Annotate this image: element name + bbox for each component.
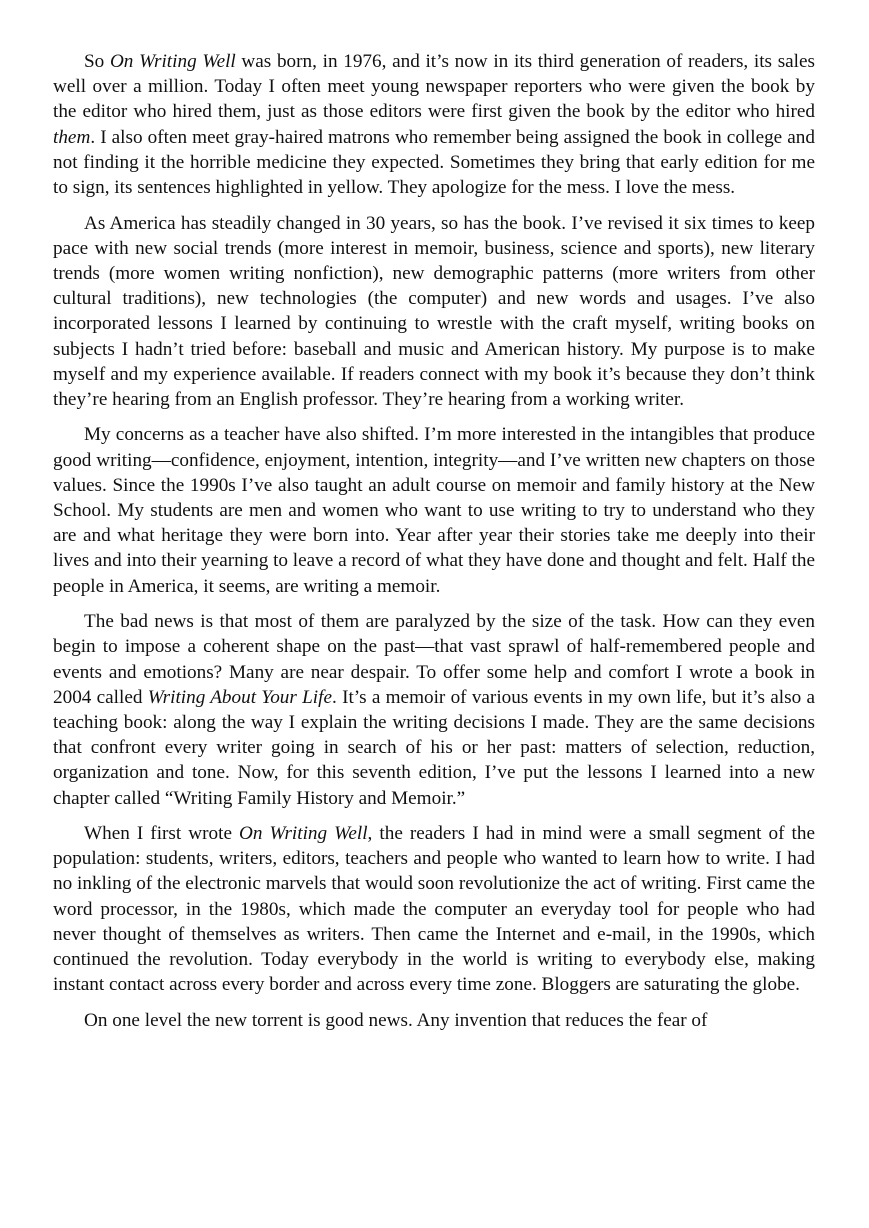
paragraph xyxy=(53,49,815,200)
text-run: was born, in 1976, and it’s now in its third generation of readers, its sales well over a million. Today I often meet young newspaper reporters who were given the book by the editor who hired them, just as those editors were first given the book by the editor who hired xyxy=(53,51,815,123)
text-run: . I also often meet gray-haired matrons who remember being assigned the book in college and not finding it the horrible medicine they expected. Sometimes they bring that early edition for me to sign, its sentences highlighted in yellow. They apologize for the mess. I love the mess. xyxy=(53,126,815,199)
text-run: So xyxy=(84,51,110,72)
book-title: On Writing Well xyxy=(109,51,236,72)
text-run: . It’s a memoir of various events in my own life, but it’s also a teaching book: along the way I explain the writing decisions I made. They are the same decisions that confront every writer going in search of his or her past: matters of selection, reduction, organization and tone. Now, for this seventh edition, I’ve put the lessons I learned into a new chapter called “Writing Family History and Memoir.” xyxy=(53,686,815,809)
text-run: My concerns as a teacher have also shifted. I’m more interested in the intangibles that produce good writing—confidence, enjoyment, intention, integrity—and I’ve written new chapters on those values. Since the 1990s I’ve also taught an adult course on memoir and family history at the New School. My students are men and women who want to use writing to try to understand who they are and what heritage they were born into. Year after year their stories take me deeply into their lives and into their yearning to leave a record of what they have done and thought and felt. Half the people in America, it seems, are writing a memoir. xyxy=(53,424,815,597)
book-title: On Writing Well xyxy=(239,823,368,845)
text-run: The bad news is that most of them are paralyzed by the size of the task. How can they even begin to impose a coherent shape on the past—that vast sprawl of half-remembered people and events and emotions? Many are near despair. To offer some help and comfort I wrote a book in 2004 called xyxy=(53,611,815,708)
paragraph xyxy=(53,422,815,598)
text-run: On one level the new torrent is good news. Any invention that reduces the fear of xyxy=(84,1009,708,1031)
paragraph xyxy=(53,609,815,811)
book-title: Writing About Your Life xyxy=(147,686,332,708)
paragraph xyxy=(53,821,815,997)
document-page xyxy=(53,49,815,1043)
text-run: When I first wrote xyxy=(84,823,240,845)
text-run: As America has steadily changed in 30 years, so has the book. I’ve revised it six times to keep pace with new social trends (more interest in memoir, business, science and sports), new literary trends (more women writing nonfiction), new demographic patterns (more writers from other cultural traditions), new technologies (the computer) and new words and usages. I’ve also incorporated lessons I learned by continuing to wrestle with the craft myself, writing books on subjects I hadn’t tried before: baseball and music and American history. My purpose is to make myself and my experience available. If readers connect with my book it’s because they don’t think they’re hearing from an English professor. They’re hearing from a working writer. xyxy=(53,212,815,410)
text-run: , the readers I had in mind were a small segment of the population: students, writers, editors, teachers and people who wanted to learn how to write. I had no inkling of the electronic marvels that would soon revolutionize the act of writing. First came the word processor, in the 1980s, which made the computer an everyday tool for people who had never thought of themselves as writers. Then came the Internet and e-mail, in the 1990s, which continued the revolution. Today everybody in the world is writing to everybody else, making instant contact across every border and across every time zone. Bloggers are saturating the globe. xyxy=(53,823,815,996)
paragraph xyxy=(53,211,815,413)
emphasis: them xyxy=(53,126,91,148)
paragraph xyxy=(53,1008,815,1033)
